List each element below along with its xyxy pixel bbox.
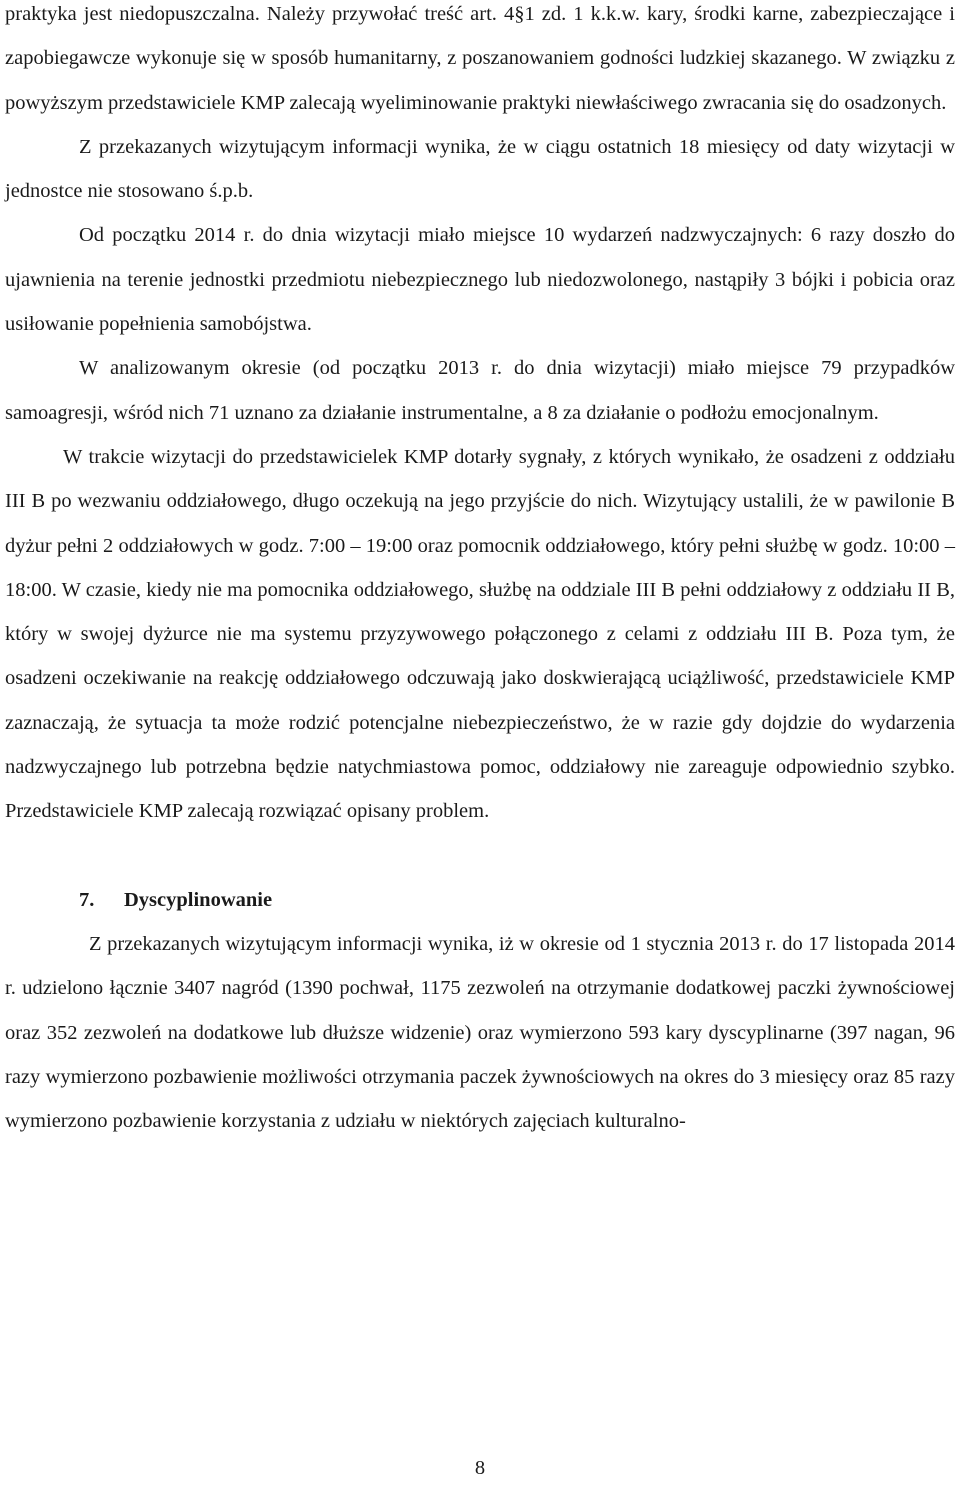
paragraph-discipline: Z przekazanych wizytującym informacji wynika, iż w okresie od 1 stycznia 2013 r. do 17 listopada 2014 r. udzielono łącznie 3407 nagród (1390 pochwał, 1175 zezwoleń na otrzymanie dodatkowej paczki żywnościowej oraz 352 zezwoleń na dodatkowe lub dłuższe widzenie) oraz wymierzono 593 kary dyscyplinarne (397 nagan, 96 razy wymierzono pozbawienie możliwości otrzymania paczek żywnościowych na okres do 3 miesięcy oraz 85 razy wymierzono pozbawienie korzystania z udziału w niektórych zajęciach kulturalno- [5, 932, 955, 1133]
section-number: 7. [79, 888, 95, 911]
page-number: 8 [474, 1457, 486, 1479]
paragraph-self-harm: W analizowanym okresie (od początku 2013 r. do dnia wizytacji) miało miejsce 79 przypadków samoagresji, wśród nich 71 uznano za działanie instrumentalne, a 8 za działanie o podłożu emocjonalnym. [5, 357, 955, 424]
paragraph-officer-response: W trakcie wizytacji do przedstawicielek KMP dotarły sygnały, z których wynikało, że osadzeni z oddziału III B po wezwaniu oddziałowego, długo oczekują na jego przyjście do nich. Wizytujący ustalili, że w pawilonie B dyżur pełni 2 oddziałowych w godz. 7:00 – 19:00 oraz pomocnik oddziałowego, który pełni służbę w godz. 10:00 – 18:00. W czasie, kiedy nie ma pomocnika oddziałowego, służbę na oddziale III B pełni oddziałowy z oddziału II B, który w swojej dyżurce nie ma systemu przyzywowego połączonego z celami z oddziału III B. Poza tym, że osadzeni oczekiwanie na reakcję oddziałowego odczuwają jako doskwierającą uciążliwość, przedstawiciele KMP zaznaczają, że sytuacja ta może rodzić potencjalne niebezpieczeństwo, że w razie gdy dojdzie do wydarzenia nadzwyczajnego lub potrzebna będzie natychmiastowa pomoc, oddziałowy nie zareaguje odpowiednio szybko. Przedstawiciele KMP zalecają rozwiązać opisany problem. [5, 445, 955, 823]
section-title: Dyscyplinowanie [124, 888, 273, 911]
document-page [5, 0, 955, 1143]
section-heading [5, 878, 955, 922]
paragraph-spb-usage: Z przekazanych wizytującym informacji wynika, że w ciągu ostatnich 18 miesięcy od daty wizytacji w jednostce nie stosowano ś.p.b. [5, 135, 955, 203]
section-spacer [5, 834, 955, 878]
paragraph-humane-treatment: praktyka jest niedopuszczalna. Należy przywołać treść art. 4§1 zd. 1 k.k.w. kary, środki karne, zabezpieczające i zapobiegawcze wykonuje się w sposób humanitarny, z poszanowaniem godności ludzkiej skazanego. W związku z powyższym przedstawiciele KMP zalecają wyeliminowanie praktyki niewłaściwego zwracania się do osadzonych. [5, 3, 955, 114]
paragraph-extraordinary-events: Od początku 2014 r. do dnia wizytacji miało miejsce 10 wydarzeń nadzwyczajnych: 6 razy doszło do ujawnienia na terenie jednostki przedmiotu niebezpiecznego lub niedozwolonego, nastąpiły 3 bójki i pobicia oraz usiłowanie popełnienia samobójstwa. [5, 224, 955, 336]
